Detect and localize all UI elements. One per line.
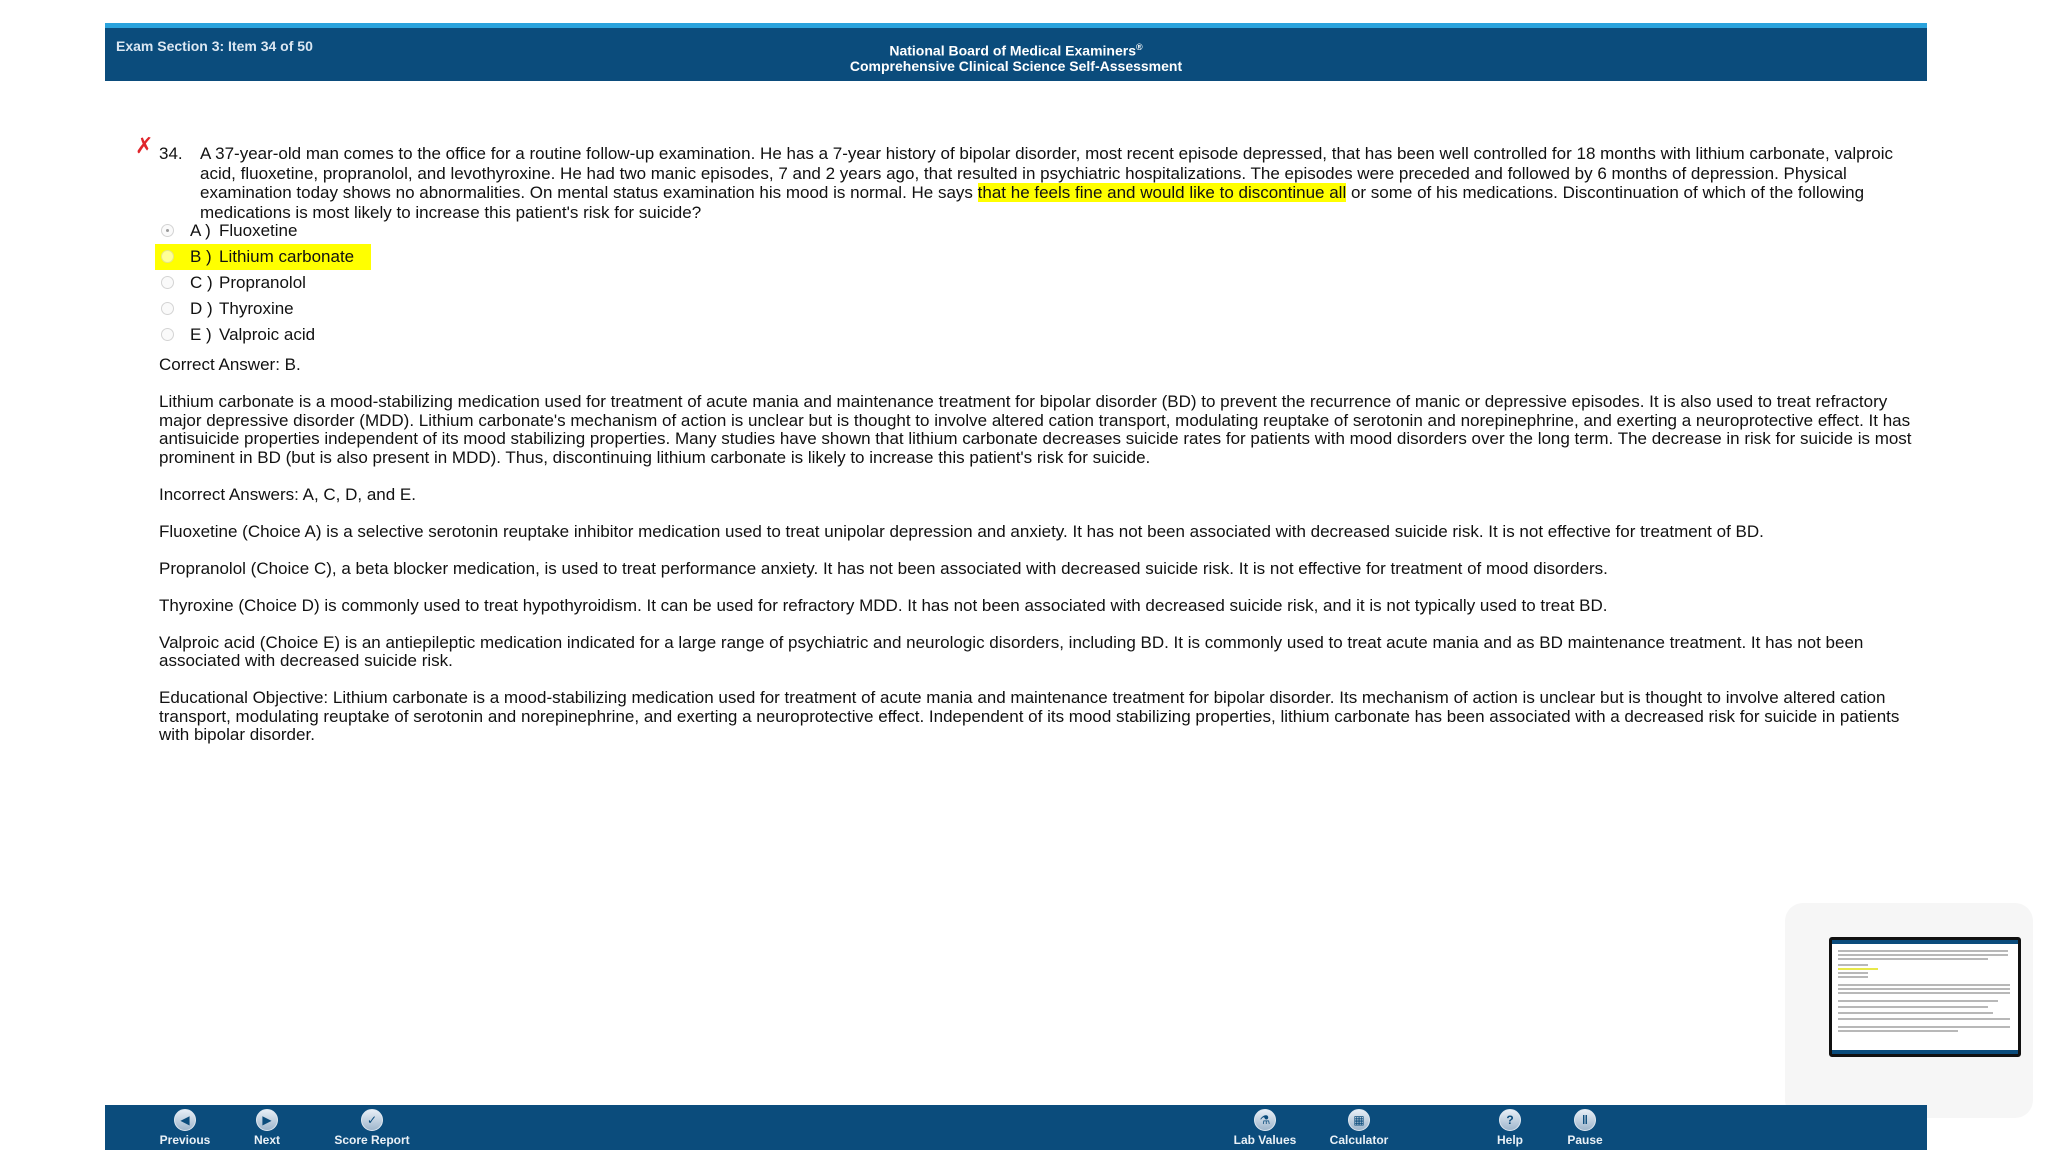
- help-icon: ?: [1499, 1109, 1521, 1131]
- answer-option-d[interactable]: [155, 296, 380, 322]
- educational-objective: Educational Objective: Lithium carbonate is a mood-stabilizing medication used for treatment of acute mania and maintenance treatment for bipolar disorder. Its mechanism of action is unclear but is thought to involve altered cation transport, modulating reuptake of serotonin and norepinephrine, and exerting a neuroprotective effect. Independent of its mood stabilizing properties, lithium carbonate has been associated with a decreased risk for suicide in patients with bipolar disorder.: [159, 688, 1900, 744]
- answer-text: Lithium carbonate: [219, 247, 355, 266]
- answer-letter: E ): [190, 325, 212, 344]
- exam-title: Comprehensive Clinical Science Self-Assessment: [849, 57, 1183, 74]
- answer-letter: B ): [190, 247, 212, 266]
- pause-button[interactable]: [1557, 1109, 1613, 1147]
- calculator-label: Calculator: [1329, 1133, 1389, 1147]
- radio-d[interactable]: [161, 302, 174, 315]
- highlighted-text[interactable]: that he feels fine and would like to discontinue all: [977, 183, 1347, 202]
- question-text[interactable]: A 37-year-old man comes to the office for a routine follow-up examination. He has a 7-year history of bipolar disorder, most recent episode depressed, that has been well controlled for 18 months with lithium carbonate, valproic acid, fluoxetine, propranolol, and levothyroxine. He had two manic episodes, 7 and 2 years ago, that resulted in psychiatric hospitalizations. The episodes were preceded and followed by 6 months of depression. Physical examination today shows no abnormalities. On mental status examination his mood is normal. He says that he feels fine and would like to discontinue all or some of his medications. Discontinuation of which of the following medications is most likely to increase this patient's risk for suicide?: [200, 144, 1894, 222]
- previous-button[interactable]: [155, 1109, 215, 1147]
- answer-option-e[interactable]: [155, 322, 380, 348]
- radio-a[interactable]: [161, 224, 174, 237]
- exam-window: [105, 23, 1927, 1150]
- answer-option-b[interactable]: [155, 244, 371, 270]
- answer-letter: D ): [190, 299, 213, 318]
- incorrect-mark-icon: ✗: [135, 133, 154, 158]
- lab-values-button[interactable]: [1225, 1109, 1305, 1147]
- answer-text: Thyroxine: [219, 299, 294, 318]
- header-titles: [105, 40, 1927, 74]
- explanation-choice-a: Fluoxetine (Choice A) is a selective serotonin reuptake inhibitor medication used to treat unipolar depression and anxiety. It has not been associated with decreased suicide risk. It is not effective for treatment of BD.: [159, 521, 1764, 541]
- answer-letter: C ): [190, 273, 213, 292]
- incorrect-answers: Incorrect Answers: A, C, D, and E.: [159, 484, 416, 504]
- help-label: Help: [1496, 1133, 1523, 1147]
- window-preview-panel[interactable]: [1785, 903, 2033, 1118]
- explanation-choice-d: Thyroxine (Choice D) is commonly used to treat hypothyroidism. It can be used for refractory MDD. It has not been associated with decreased suicide risk, and it is not typically used to treat BD.: [159, 595, 1608, 615]
- score-report-button[interactable]: [327, 1109, 417, 1147]
- answer-letter: A ): [190, 221, 211, 240]
- next-button[interactable]: [242, 1109, 292, 1147]
- correct-answer: Correct Answer: B.: [159, 355, 301, 374]
- footer-toolbar: [105, 1105, 1927, 1150]
- window-preview-thumbnail[interactable]: [1829, 937, 2021, 1057]
- question-stem: [159, 144, 1919, 222]
- radio-b[interactable]: [161, 250, 174, 263]
- organization-name: National Board of Medical Examiners®: [889, 42, 1143, 59]
- radio-c[interactable]: [161, 276, 174, 289]
- radio-e[interactable]: [161, 328, 174, 341]
- lab-values-label: Lab Values: [1233, 1133, 1297, 1147]
- answer-choices: [155, 218, 380, 348]
- registered-mark: ®: [1135, 42, 1143, 52]
- help-button[interactable]: [1485, 1109, 1535, 1147]
- score-report-label: Score Report: [334, 1133, 410, 1147]
- next-icon: ▶: [256, 1109, 278, 1131]
- header-bar: [105, 23, 1927, 81]
- answer-text: Propranolol: [219, 273, 306, 292]
- explanation-main: Lithium carbonate is a mood-stabilizing medication used for treatment of acute mania and maintenance treatment for bipolar disorder (BD) to prevent the recurrence of manic or depressive episodes. It is also used to treat refractory major depressive disorder (MDD). Lithium carbonate's mechanism of action is unclear but is thought to involve altered cation transport, modulating reuptake of serotonin and norepinephrine, and exerting a neuroprotective effect. It has antisuicide properties independent of its mood stabilizing properties. Many studies have shown that lithium carbonate decreases suicide rates for patients with mood disorders over the long term. The decrease in risk for suicide is most prominent in BD (but is also present in MDD). Thus, discontinuing lithium carbonate is likely to increase this patient's risk for suicide.: [159, 392, 1912, 467]
- answer-text: Valproic acid: [219, 325, 316, 344]
- previous-icon: ◀: [174, 1109, 196, 1131]
- item-counter: Exam Section 3: Item 34 of 50: [116, 38, 313, 54]
- question-number: 34.: [159, 144, 183, 163]
- answer-option-a[interactable]: [155, 218, 380, 244]
- calculator-button[interactable]: [1319, 1109, 1399, 1147]
- next-label: Next: [253, 1133, 280, 1147]
- previous-label: Previous: [159, 1133, 211, 1147]
- lab-values-icon: ⚗: [1254, 1109, 1276, 1131]
- checkmark-icon: ✓: [361, 1109, 383, 1131]
- answer-option-c[interactable]: [155, 270, 380, 296]
- pause-label: Pause: [1567, 1133, 1603, 1147]
- question-content: [105, 81, 1927, 1091]
- explanation-choice-c: Propranolol (Choice C), a beta blocker medication, is used to treat performance anxiety. It has not been associated with decreased suicide risk. It is not effective for treatment of mood disorders.: [159, 558, 1608, 578]
- explanation-choice-e: Valproic acid (Choice E) is an antiepileptic medication indicated for a large range of psychiatric and neurologic disorders, including BD. It is commonly used to treat acute mania and as BD maintenance treatment. It has not been associated with decreased suicide risk.: [159, 632, 1864, 670]
- calculator-icon: ▦: [1348, 1109, 1370, 1131]
- pause-icon: ‖: [1574, 1109, 1596, 1131]
- answer-text: Fluoxetine: [219, 221, 298, 240]
